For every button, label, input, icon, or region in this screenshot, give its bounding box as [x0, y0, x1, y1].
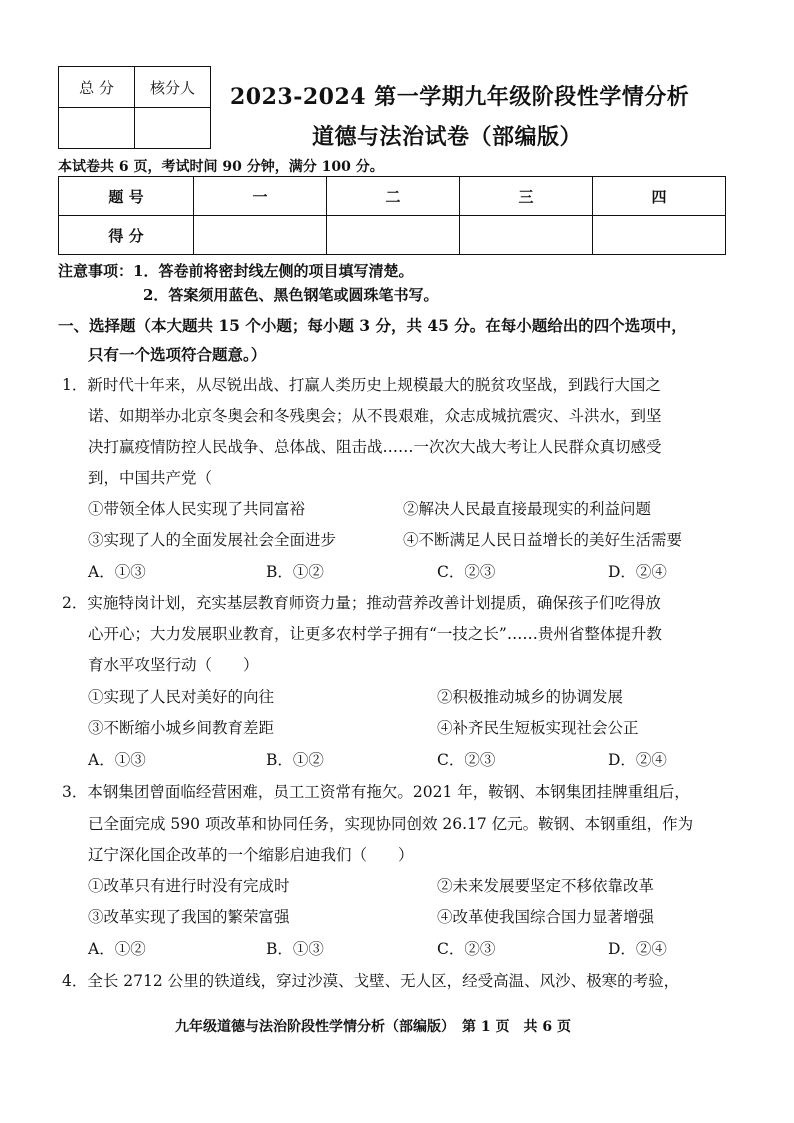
q1-statement-2: ②解决人民最直接最现实的利益问题	[403, 500, 652, 518]
exam-info: 本试卷共 6 页，考试时间 90 分钟，满分 100 分。	[58, 159, 384, 175]
q3-statement-3: ③改革实现了我国的繁荣富强	[88, 908, 290, 926]
question-1-line-3: 决打赢疫情防控人民战争、总体战、阻击战……一次次大战大考让人民群众真切感受	[88, 438, 662, 456]
column-header-4: 四	[593, 177, 726, 216]
exam-subtitle: 道德与法治试卷（部编版）	[312, 124, 583, 150]
q2-statement-4: ④补齐民生短板实现社会公正	[437, 719, 639, 737]
q1-choice-b[interactable]: B．①②	[266, 563, 324, 581]
score-cell-3[interactable]	[460, 216, 593, 255]
question-2-line-1: 2．实施特岗计划，充实基层教育师资力量；推动营养改善计划提质，确保孩子们吃得放	[62, 594, 661, 612]
q2-statement-2: ②积极推动城乡的协调发展	[437, 688, 624, 706]
q2-choice-b[interactable]: B．①②	[266, 751, 324, 769]
column-header-3: 三	[460, 177, 593, 216]
q3-statement-1: ①改革只有进行时没有完成时	[88, 877, 290, 895]
q3-statement-2: ②未来发展要坚定不移依靠改革	[437, 877, 655, 895]
section-header: 一、选择题（本大题共 15 个小题；每小题 3 分，共 45 分。在每小题给出的四个选项中，	[58, 316, 687, 335]
page-footer: 九年级道德与法治阶段性学情分析（部编版） 第 1 页 共 6 页	[175, 1019, 571, 1035]
score-cell-4[interactable]	[593, 216, 726, 255]
score-cell-1[interactable]	[194, 216, 327, 255]
column-header-1: 一	[194, 177, 327, 216]
total-score-cell[interactable]	[59, 108, 135, 149]
q2-choice-d[interactable]: D．②④	[608, 751, 667, 769]
column-header-2: 二	[327, 177, 460, 216]
q1-statement-1: ①带领全体人民实现了共同富裕	[88, 500, 306, 518]
question-3-line-3: 辽宁深化国企改革的一个缩影启迪我们（ ）	[88, 846, 414, 864]
q3-choice-d[interactable]: D．②④	[608, 940, 667, 958]
score-cell-2[interactable]	[327, 216, 460, 255]
question-4-line-1: 4．全长 2712 公里的铁道线，穿过沙漠、戈壁、无人区，经受高温、风沙、极寒的考验，	[62, 972, 680, 990]
score-label: 得 分	[59, 216, 194, 255]
q3-choice-a[interactable]: A．①②	[88, 940, 146, 958]
grade-table	[58, 176, 726, 255]
question-number-label: 题 号	[59, 177, 194, 216]
total-score-label: 总 分	[59, 67, 135, 108]
question-2-line-3: 育水平攻坚行动（ ）	[88, 656, 259, 674]
question-1-line-2: 诺、如期举办北京冬奥会和冬残奥会；从不畏艰难，众志成城抗震灾、斗洪水，到坚	[88, 407, 662, 425]
section-header-cont: 只有一个选项符合题意。）	[88, 345, 267, 364]
q2-choice-c[interactable]: C．②③	[437, 751, 496, 769]
q1-statement-4: ④不断满足人民日益增长的美好生活需要	[403, 531, 683, 549]
question-1-line-1: 1．新时代十年来，从尽锐出战、打赢人类历史上规模最大的脱贫攻坚战，到践行大国之	[62, 376, 661, 394]
question-2-line-2: 心开心；大力发展职业教育，让更多农村学子拥有“一技之长”……贵州省整体提升教	[88, 625, 662, 643]
q1-statement-3: ③实现了人的全面发展社会全面进步	[88, 531, 337, 549]
q1-choice-c[interactable]: C．②③	[437, 563, 496, 581]
checker-label: 核分人	[135, 67, 211, 108]
exam-title: 2023-2024 第一学期九年级阶段性学情分析	[230, 84, 690, 110]
q2-statement-1: ①实现了人民对美好的向往	[88, 688, 275, 706]
q2-statement-3: ③不断缩小城乡间教育差距	[88, 719, 275, 737]
score-box	[58, 66, 211, 149]
q1-choice-d[interactable]: D．②④	[608, 563, 667, 581]
q3-choice-b[interactable]: B．①③	[266, 940, 324, 958]
q3-choice-c[interactable]: C．②③	[437, 940, 496, 958]
notes-line-1: 注意事项：1．答卷前将密封线左侧的项目填写清楚。	[58, 262, 414, 280]
q1-choice-a[interactable]: A．①③	[88, 563, 146, 581]
checker-cell[interactable]	[135, 108, 211, 149]
question-3-line-1: 3．本钢集团曾面临经营困难，员工工资常有拖欠。2021 年，鞍钢、本钢集团挂牌重组后，	[62, 783, 690, 801]
q2-choice-a[interactable]: A．①③	[88, 751, 146, 769]
question-1-line-4: 到，中国共产党（	[88, 469, 213, 487]
question-3-line-2: 已全面完成 590 项改革和协同任务，实现协同创效 26.17 亿元。鞍钢、本钢重组，作为	[88, 815, 694, 833]
notes-line-2: 2．答案须用蓝色、黑色钢笔或圆珠笔书写。	[143, 286, 439, 304]
q3-statement-4: ④改革使我国综合国力显著增强	[437, 908, 655, 926]
